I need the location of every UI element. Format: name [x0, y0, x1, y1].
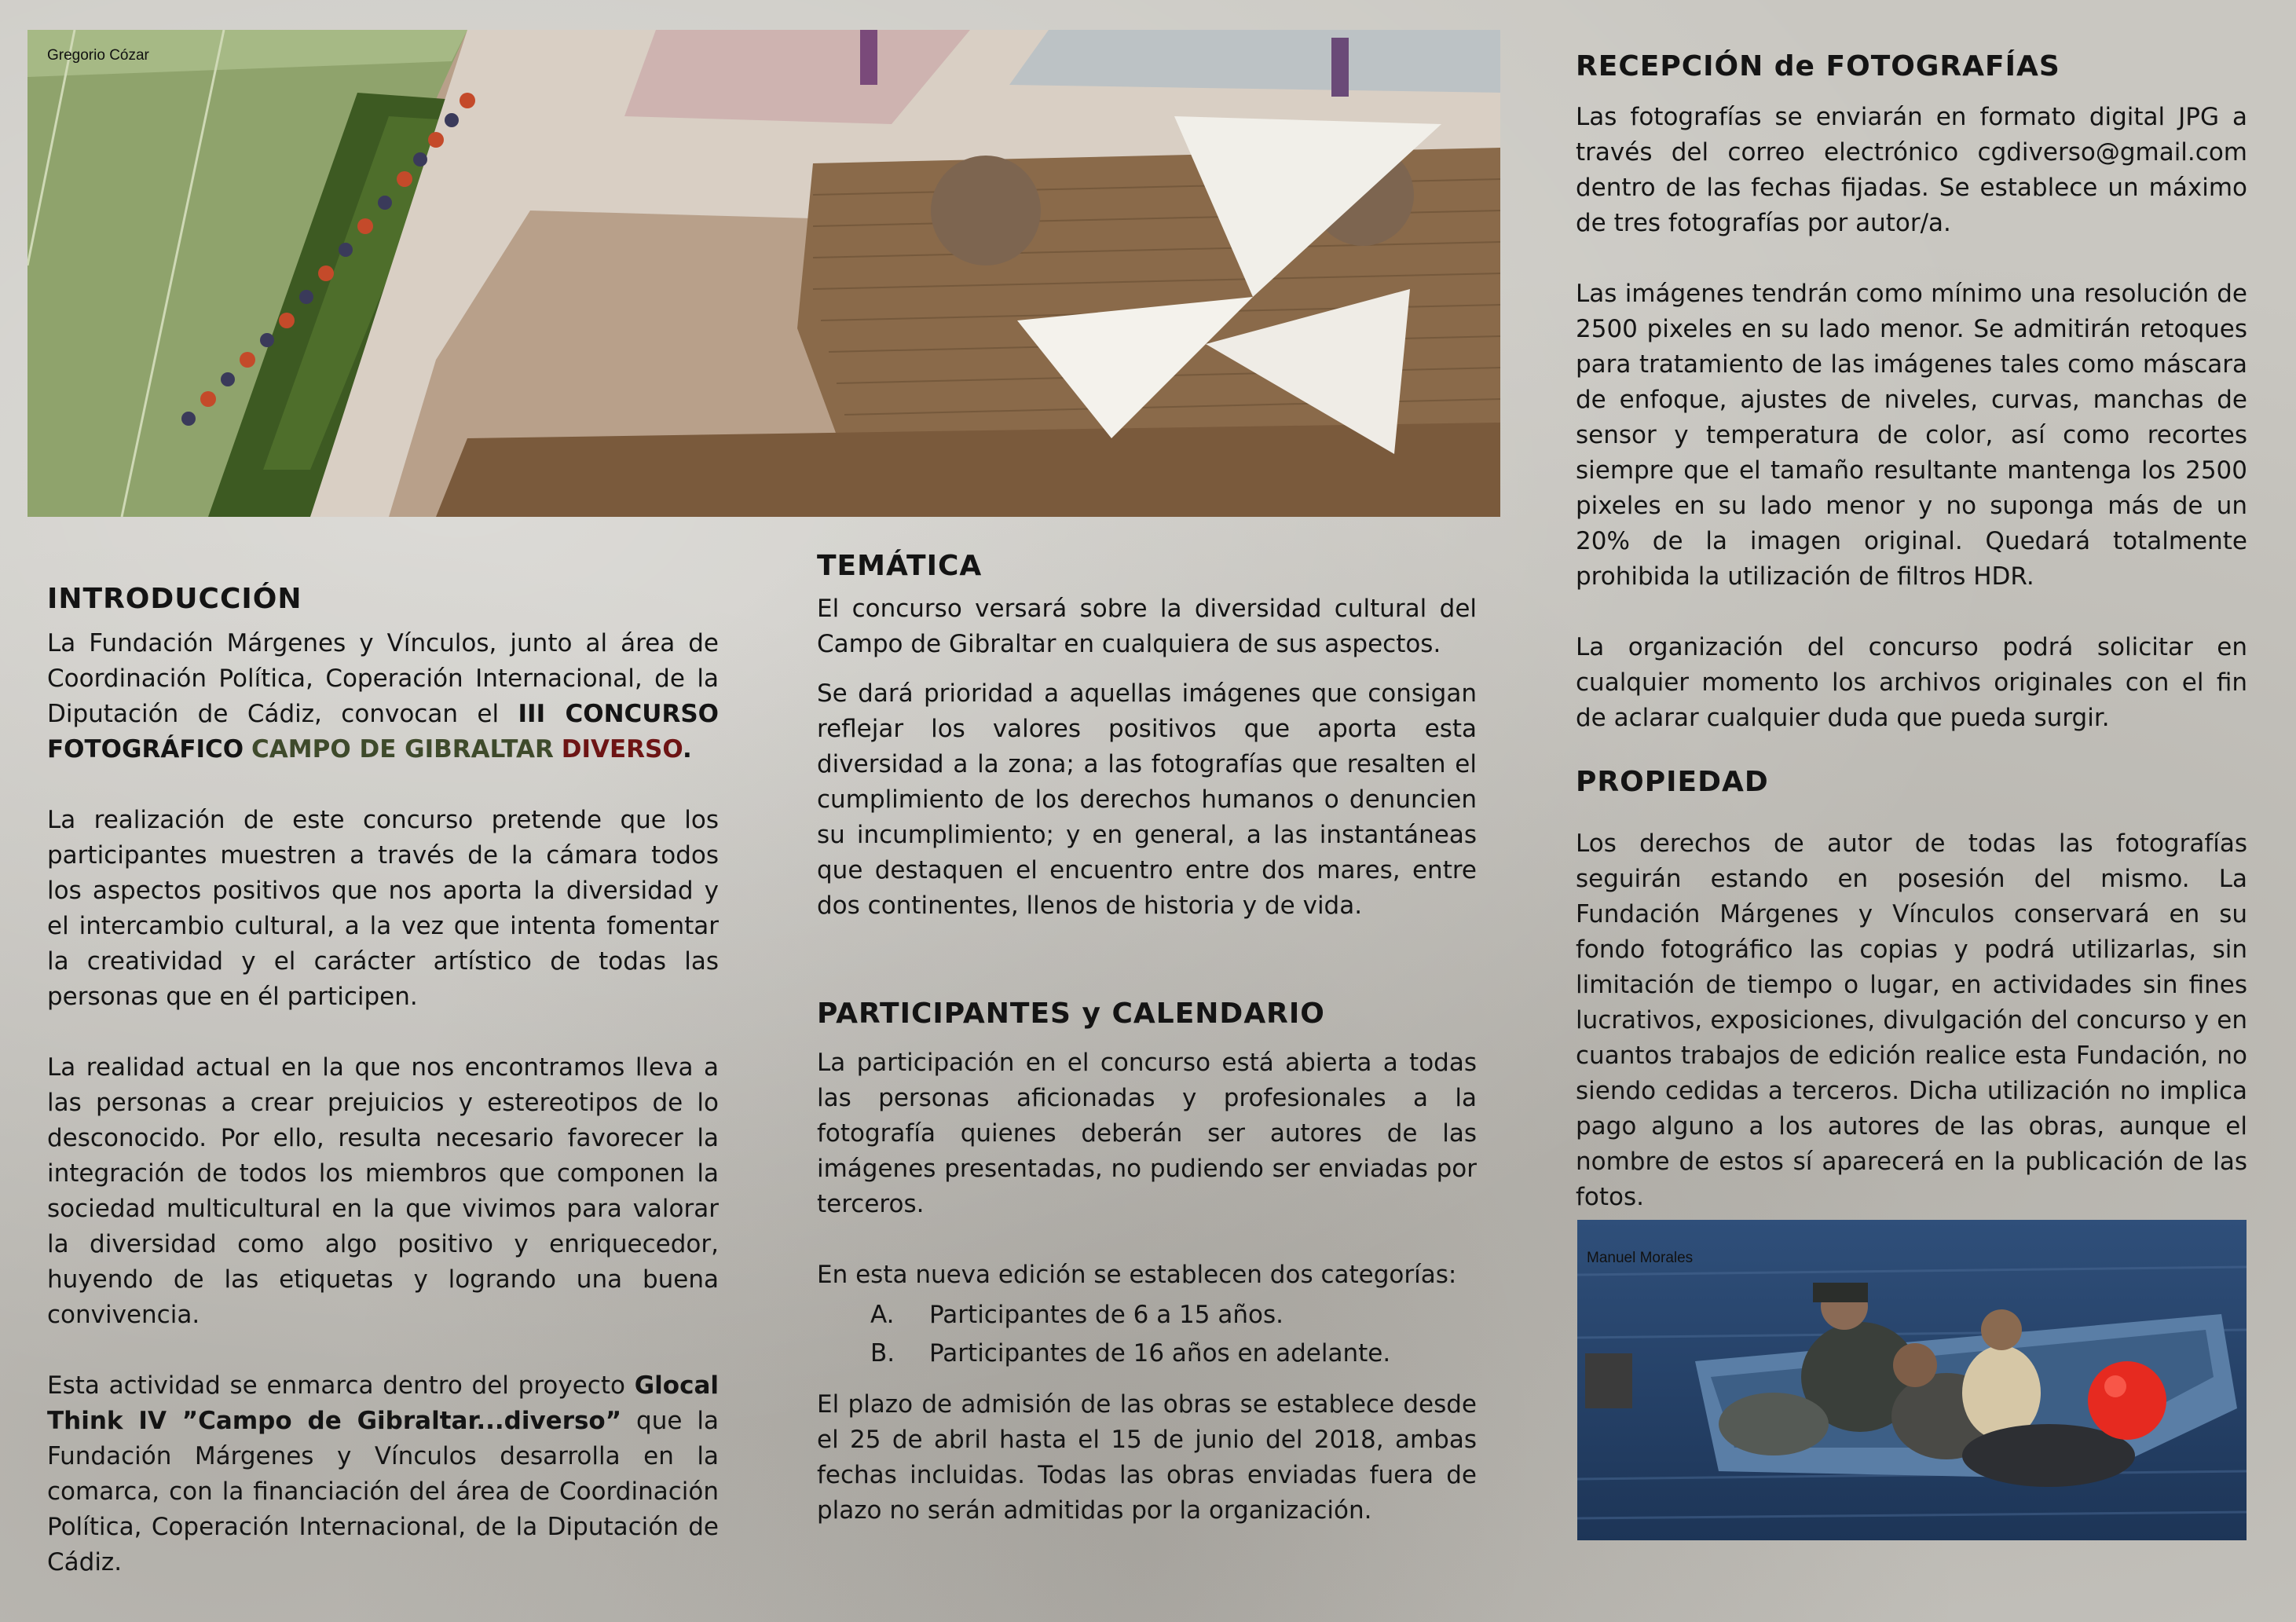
recepcion-heading: RECEPCIÓN de FOTOGRAFÍAS — [1576, 50, 2060, 82]
contest-title-green: CAMPO DE GIBRALTAR — [251, 735, 554, 763]
category-item: A. Participantes de 6 a 15 años. — [870, 1301, 1283, 1329]
participantes-paragraph-3: El plazo de admisión de las obras se establece desde el 25 de abril hasta el 15 de junio del 2018, ambas fechas incluidas. Todas las obras enviadas fuera de plazo no serán admitidas por la organización. — [817, 1390, 1477, 1525]
contest-title-maroon: DIVERSO — [561, 735, 683, 763]
top-photo-credit: Gregorio Cózar — [47, 47, 149, 64]
recepcion-section — [1576, 50, 2247, 736]
recepcion-paragraph-3: La organización del concurso podrá solicitar en cualquier momento los archivos originales con el fin de aclarar cualquier duda que pueda surgir. — [1576, 633, 2247, 732]
intro-paragraph-2: La realización de este concurso pretende que los participantes muestren a través de la cámara todos los aspectos positivos que nos aporta la diversidad y el intercambio cultural, a la vez que intenta fomentar la creatividad y el carácter artístico de todas las personas que en él participen. — [47, 806, 719, 1011]
propiedad-heading: PROPIEDAD — [1576, 766, 1769, 798]
category-item: B. Participantes de 16 años en adelante. — [870, 1339, 1391, 1368]
participantes-paragraph-1: La participación en el concurso está abierta a todas las personas aficionadas y profesionales a la fotografía quienes deberán ser autores de las imágenes presentadas, no pudiendo ser enviadas por terceros. — [817, 1049, 1477, 1218]
contest-name: III CONCURSO FOTOGRÁFICO — [47, 700, 720, 763]
participantes-section — [817, 998, 1477, 1529]
tematica-paragraph-2: Se dará prioridad a aquellas imágenes que consigan reflejar los valores positivos que aporta esta diversidad a la zona; a las fotografías que resalten el cumplimiento de los derechos humanos o denuncien su incumplimiento; y en general, a las instantáneas que destaquen el encuentro entre dos mares, entre dos continentes, llenos de historia y de vida. — [817, 679, 1477, 920]
intro-paragraph-3: La realidad actual en la que nos encontramos lleva a las personas a crear prejuicios y estereotipos de lo desconocido. Por ello, resulta necesario favorecer la integración de todos los miembros que componen la sociedad multicultural en la que vivimos para valorar la diversidad como algo positivo y enriquecedor, huyendo de las etiquetas y logrando una buena convivencia. — [47, 1053, 719, 1329]
categories-list — [817, 1296, 1477, 1373]
recepcion-paragraph-1: Las fotografías se enviarán en formato digital JPG a través del correo electrónico cgdiverso@gmail.com dentro de las fechas fijadas. Se establece un máximo de tres fotografías por autor/a. — [1576, 103, 2247, 237]
participantes-heading: PARTICIPANTES y CALENDARIO — [817, 998, 1325, 1030]
project-name: Glocal Think IV ”Campo de Gibraltar...diverso” — [47, 1371, 719, 1435]
propiedad-paragraph-1: Los derechos de autor de todas las fotografías seguirán estando en posesión del mismo. La Fundación Márgenes y Vínculos conservará en su fondo fotográfico las copias y podrá utilizarlas, sin limitación de tiempo o lugar, en actividades sin fines lucrativos, exposiciones, divulgación del concurso y en cuantos trabajos de edición realice esta Fundación, no siendo cedidas a terceros. Dicha utilización no implica pago alguno a los autores de las obras, aunque el nombre de estos sí aparecerá en la publicación de las fotos. — [1576, 829, 2247, 1211]
participantes-paragraph-2: En esta nueva edición se establecen dos categorías: — [817, 1261, 1457, 1289]
top-photo — [27, 30, 1500, 517]
tematica-paragraph-1: El concurso versará sobre la diversidad cultural del Campo de Gibraltar en cualquiera de sus aspectos. — [817, 595, 1477, 658]
intro-paragraph-1: La Fundación Márgenes y Vínculos, junto al área de Coordinación Política, Coperación Internacional, de la Diputación de Cádiz, convocan el III CONCURSO FOTOGRÁFICO CAMPO DE GIBRALTAR DIVERSO. — [47, 629, 720, 763]
bottom-photo — [1577, 1220, 2247, 1540]
bottom-photo-credit: Manuel Morales — [1587, 1250, 1694, 1266]
tematica-heading: TEMÁTICA — [817, 550, 983, 582]
intro-paragraph-4: Esta actividad se enmarca dentro del proyecto Glocal Think IV ”Campo de Gibraltar...diverso” que la Fundación Márgenes y Vínculos desarrolla en la comarca, con la financiación del área de Coordinación Política, Coperación Internacional, de la Diputación de Cádiz. — [47, 1371, 719, 1576]
tematica-section — [817, 550, 1477, 924]
intro-section — [47, 583, 719, 1580]
propiedad-section — [1576, 766, 2247, 1215]
recepcion-paragraph-2: Las imágenes tendrán como mínimo una resolución de 2500 pixeles en su lado menor. Se admitirán retoques para tratamiento de las imágenes tales como máscara de enfoque, ajustes de niveles, curvas, manchas de sensor y temperatura de color, así como recortes siempre que el tamaño resultante mantenga los 2500 pixeles en su lado menor y no suponga más de un 20% de la imagen original. Quedará totalmente prohibida la utilización de filtros HDR. — [1576, 280, 2247, 591]
intro-heading: INTRODUCCIÓN — [47, 583, 302, 615]
